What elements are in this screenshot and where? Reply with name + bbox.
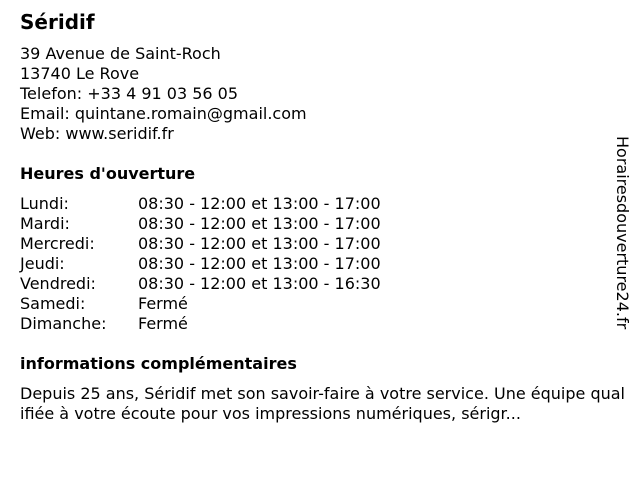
business-contact-block — [20, 44, 307, 144]
info-heading: informations complémentaires — [20, 354, 297, 373]
business-name: Séridif — [20, 10, 95, 34]
hours-row-thursday — [20, 254, 381, 274]
hours-row-friday — [20, 274, 381, 294]
day-label: Dimanche: — [20, 314, 107, 333]
day-label: Samedi: — [20, 294, 86, 313]
day-label: Jeudi: — [20, 254, 65, 273]
opening-hours-table — [20, 194, 381, 334]
hours-row-saturday — [20, 294, 381, 314]
hours-heading: Heures d'ouverture — [20, 164, 196, 183]
address-street: 39 Avenue de Saint-Roch — [20, 44, 221, 63]
time-value: Fermé — [138, 294, 188, 313]
email-address: Email: quintane.romain@gmail.com — [20, 104, 307, 123]
info-description: Depuis 25 ans, Séridif met son savoir-faire à votre service. Une équipe qualifiée à votre écoute pour vos impressions numériques, sérigr... — [20, 384, 625, 423]
hours-row-monday — [20, 194, 381, 214]
day-label: Lundi: — [20, 194, 69, 213]
time-value: 08:30 - 12:00 et 13:00 - 17:00 — [138, 234, 381, 253]
time-value: 08:30 - 12:00 et 13:00 - 17:00 — [138, 214, 381, 233]
day-label: Vendredi: — [20, 274, 96, 293]
time-value: Fermé — [138, 314, 188, 333]
hours-row-sunday — [20, 314, 381, 334]
day-label: Mercredi: — [20, 234, 95, 253]
address-city: 13740 Le Rove — [20, 64, 140, 83]
day-label: Mardi: — [20, 214, 70, 233]
time-value: 08:30 - 12:00 et 13:00 - 17:00 — [138, 194, 381, 213]
website: Web: www.seridif.fr — [20, 124, 174, 143]
hours-row-wednesday — [20, 234, 381, 254]
hours-row-tuesday — [20, 214, 381, 234]
site-watermark: Horairesdouverture24.fr — [613, 136, 632, 330]
time-value: 08:30 - 12:00 et 13:00 - 16:30 — [138, 274, 381, 293]
phone-number: Telefon: +33 4 91 03 56 05 — [20, 84, 239, 103]
time-value: 08:30 - 12:00 et 13:00 - 17:00 — [138, 254, 381, 273]
